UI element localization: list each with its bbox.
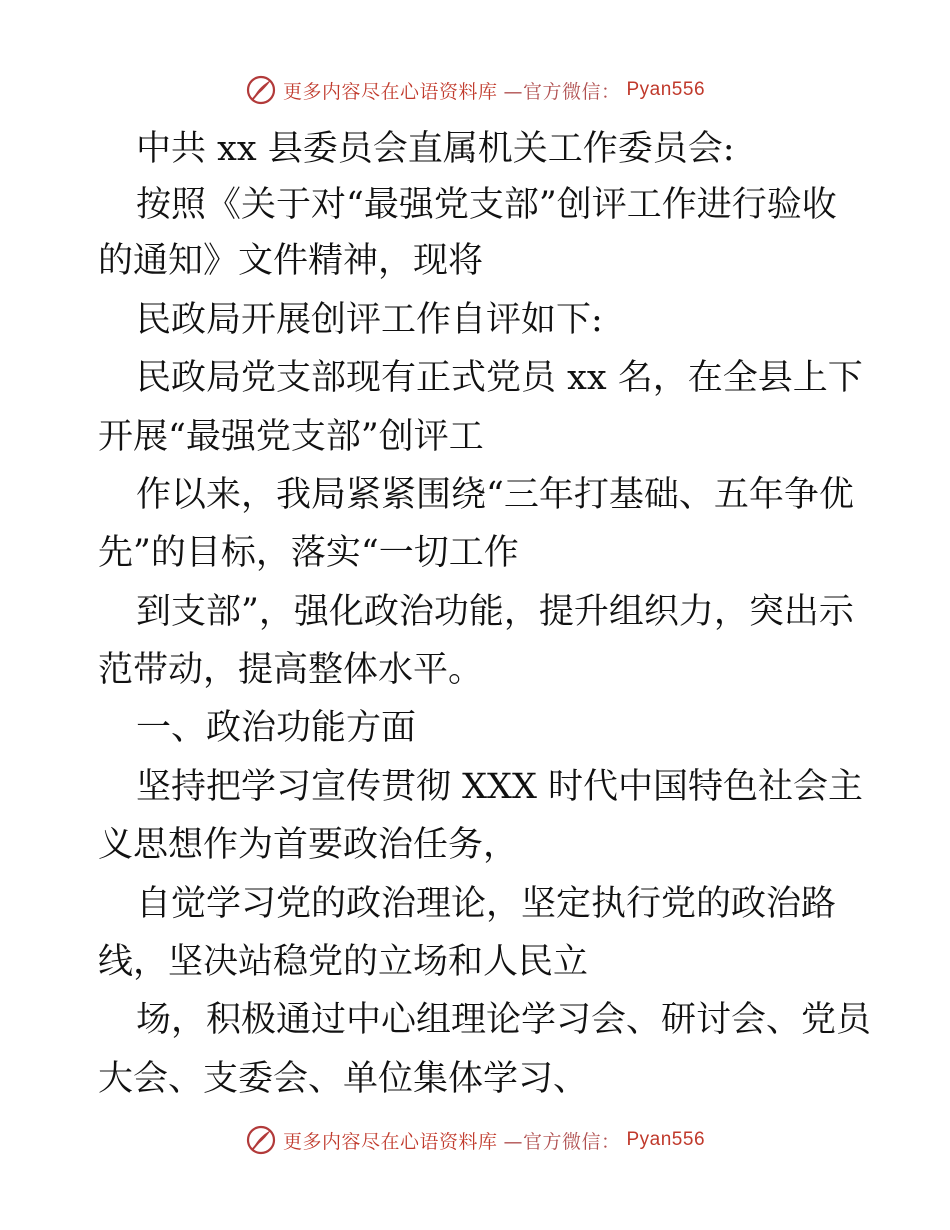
text-line: 民政局党支部现有正式党员 xx 名，在全县上下 bbox=[136, 358, 863, 398]
text-line: 场，积极通过中心组理论学习会、研讨会、党员 bbox=[136, 1000, 872, 1040]
watermark-separator-text: —官方微信： bbox=[503, 80, 621, 103]
feather-pen-logo-icon bbox=[245, 1124, 277, 1156]
text-line: 民政局开展创评工作自评如下: bbox=[136, 300, 603, 340]
text-line: 按照《关于对“最强党支部”创评工作进行验收 bbox=[136, 185, 837, 225]
text-line: 到支部”，强化政治功能，提升组织力，突出示 bbox=[136, 592, 854, 632]
text-line: 线，坚决站稳党的立场和人民立 bbox=[98, 942, 589, 982]
text-line: 开展“最强党支部”创评工 bbox=[98, 417, 484, 457]
text-line: 大会、支委会、单位集体学习、 bbox=[98, 1059, 589, 1099]
text-line: 坚持把学习宣传贯彻 XXX 时代中国特色社会主 bbox=[136, 767, 864, 807]
text-line: 先”的目标，落实“一切工作 bbox=[98, 533, 519, 573]
watermark-wechat-id: Pyan556 bbox=[626, 79, 706, 100]
text-line: 范带动，提高整体水平。 bbox=[98, 650, 484, 690]
text-line: 自觉学习党的政治理论，坚定执行党的政治路 bbox=[136, 884, 837, 924]
text-line: 作以来，我局紧紧围绕“三年打基础、五年争优 bbox=[136, 475, 854, 515]
watermark-text: 更多内容尽在心语资料库 bbox=[282, 80, 498, 103]
header-watermark bbox=[0, 70, 950, 110]
feather-pen-logo-icon bbox=[245, 74, 277, 106]
text-line: 的通知》文件精神，现将 bbox=[98, 241, 484, 281]
watermark-wechat-id: Pyan556 bbox=[626, 1129, 706, 1150]
footer-watermark bbox=[0, 1120, 950, 1160]
section-heading: 一、政治功能方面 bbox=[136, 708, 417, 748]
text-line: 义思想作为首要政治任务， bbox=[98, 825, 519, 865]
text-line: 中共 xx 县委员会直属机关工作委员会: bbox=[136, 129, 735, 169]
watermark-text: 更多内容尽在心语资料库 bbox=[282, 1130, 498, 1153]
watermark-separator-text: —官方微信： bbox=[503, 1130, 621, 1153]
